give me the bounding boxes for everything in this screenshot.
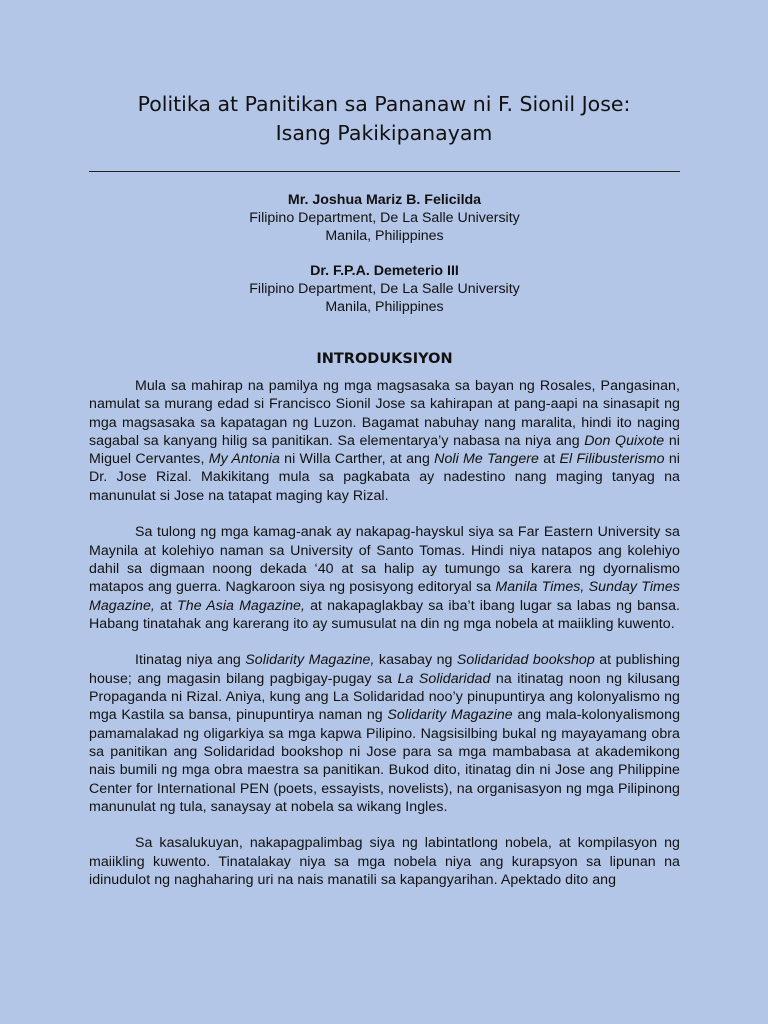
body-paragraph: [89, 377, 680, 505]
author-block-1: [89, 191, 680, 245]
title-line-1: Politika at Panitikan sa Pananaw ni F. Sionil Jose:: [137, 92, 631, 116]
paragraph-text: Mula sa mahirap na pamilya ng mga magsasaka sa bayan ng Rosales, Pangasinan, namulat sa murang edad si Francisco Sionil Jose sa kahirapan at pang-aapi na sinasapit ng mga magsasaka sa kapatagan ng Luzon. Bagamat nabuhay nang maralita, hindi ito naging sagabal sa kanyang hilig sa panitikan. Sa elementarya’y nabasa na niya ang: [89, 378, 680, 449]
author-name: Dr. F.P.A. Demeterio III: [310, 263, 459, 279]
paragraph-text: Sa tulong ng mga kamag-anak ay nakapag-hayskul siya sa Far Eastern University sa Maynila at kolehiyo naman sa University of Santo Tomas. Hindi niya natapos ang kolehiyo dahil sa digmaan noong dekada ‘40 at sa halip ay tumungo sa karera ng dyornalismo matapos ang guerra. Nagkaroon siya ng posisyong editoryal sa: [89, 524, 680, 596]
author-name: Mr. Joshua Mariz B. Felicilda: [287, 192, 482, 208]
italic-title-text: Manila Times, Sunday Times Magazine,: [89, 579, 680, 614]
paragraph-text: at: [539, 451, 560, 468]
title-line-2: Isang Pakikipanayam: [275, 121, 493, 145]
author-location: Manila, Philippines: [325, 228, 444, 244]
body-text: [89, 377, 680, 908]
paragraph-text: at nakapaglakbay sa iba’t ibang lugar sa labas ng bansa. Habang tinatahak ang karerang ito ay sumusulat na din ng mga nobela at maiikling kuwento.: [89, 597, 680, 632]
paragraph-text: ni Willa Carther, at ang: [279, 451, 435, 468]
italic-title-text: My Antonia: [208, 451, 280, 468]
italic-title-text: Solidaridad bookshop: [456, 652, 595, 669]
italic-title-text: Noli Me Tangere: [434, 451, 539, 468]
italic-title-text: La Solidaridad: [397, 670, 491, 687]
paragraph-text: ang mala-kolonyalismong pamamalakad ng oligarkiya sa mga kapwa Pilipino. Nagsisilbing bukal ng mayayamang obra sa panitikan ang Solidaridad bookshop ni Jose para sa mga mambabasa at akademikong nais bumili ng mga obra maestra sa panitikan. Bukod dito, itinatag din ni Jose ang Philippine Center for International PEN (poets, essayists, novelists), na organisasyon ng mga Pilipinong manunulat ng tula, sanaysay at nobela sa wikang Ingles.: [89, 707, 681, 815]
section-heading: INTRODUKSIYON: [316, 351, 453, 367]
italic-title-text: El Filibusterismo: [559, 451, 665, 468]
paragraph-text: Sa kasalukuyan, nakapagpalimbag siya ng labintatlong nobela, at kompilasyon ng maiikling kuwento. Tinatalakay niya sa mga nobela niya ang kurapsyon sa lipunan na idinudulot ng naghaharing uri na nais manatili sa kapangyarihan. Apektado dito ang: [89, 835, 680, 889]
paragraph-text: Itinatag niya ang: [135, 652, 246, 669]
paragraph-text: ni Miguel Cervantes,: [89, 432, 680, 468]
author-affiliation: Filipino Department, De La Salle University: [249, 210, 520, 226]
paragraph-text: ni Dr. Jose Rizal. Makikitang mula sa pagkabata ay nadestino nang maging tanyag na manunulat si Jose na tatapat maging kay Rizal.: [89, 451, 680, 504]
title-divider: [89, 171, 680, 172]
italic-title-text: The Asia Magazine,: [177, 597, 305, 614]
paragraph-text: na itinatag noon ng kilusang Propaganda ni Rizal. Aniya, kung ang La Solidaridad noo’y pinupuntirya ang kolonyalismo ng mga Kastila sa bansa, pinupuntirya naman ng: [89, 670, 680, 724]
paragraph-text: at publishing house; ang magasin bilang pagbigay-pugay sa: [89, 652, 680, 687]
italic-title-text: Solidarity Magazine: [387, 707, 513, 724]
italic-title-text: Don Quixote: [584, 432, 665, 449]
italic-title-text: Solidarity Magazine,: [245, 652, 375, 669]
document-title: [80, 90, 688, 148]
author-affiliation: Filipino Department, De La Salle University: [249, 281, 520, 297]
body-paragraph: [89, 523, 680, 633]
author-block-2: [89, 262, 680, 316]
paragraph-text: kasabay ng: [374, 652, 457, 669]
author-location: Manila, Philippines: [325, 299, 444, 315]
body-paragraph: [89, 834, 680, 889]
body-paragraph: [89, 651, 680, 816]
paragraph-text: at: [154, 597, 178, 614]
